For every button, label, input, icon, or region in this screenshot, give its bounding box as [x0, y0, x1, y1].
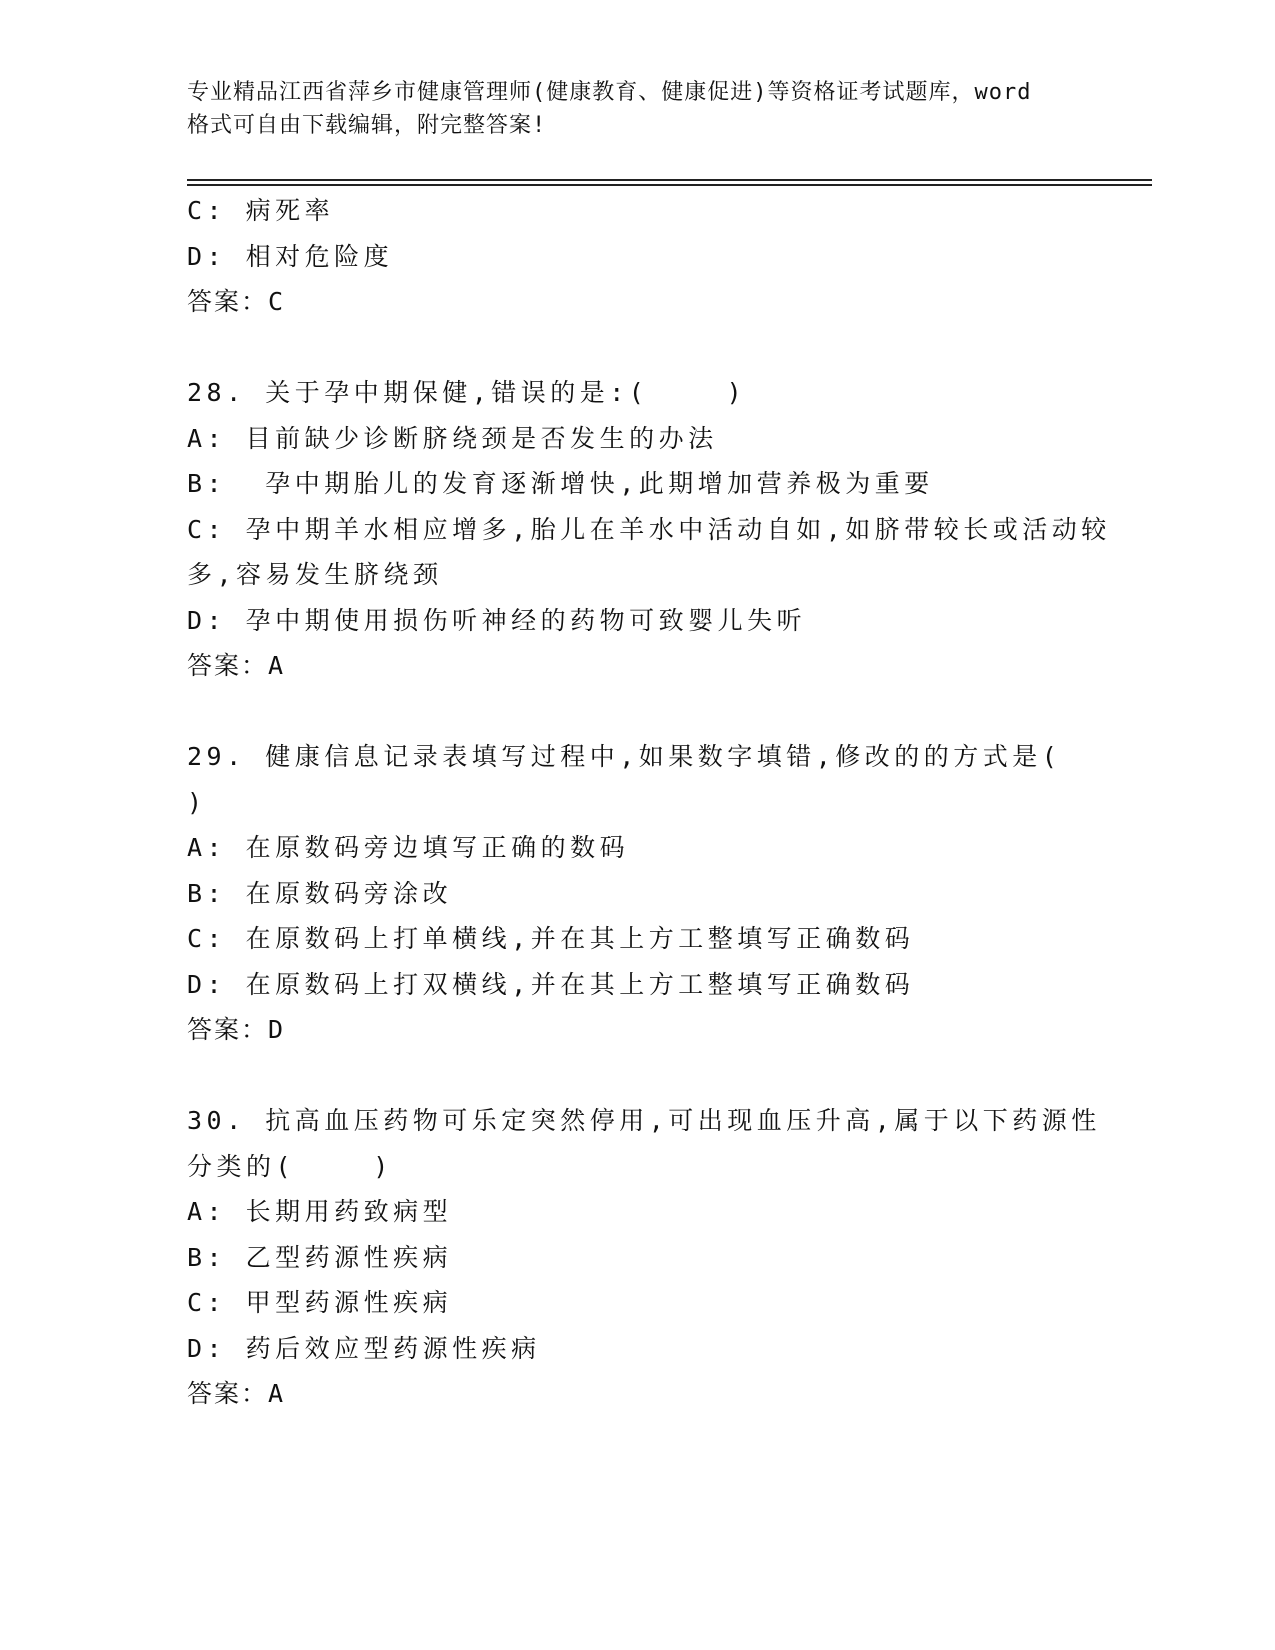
option-c-continued: 多,容易发生脐绕颈	[187, 560, 443, 589]
option-a: A: 长期用药致病型	[187, 1197, 453, 1226]
question-stem: 29. 健康信息记录表填写过程中,如果数字填错,修改的的方式是(	[187, 742, 1062, 771]
option-c: C: 病死率	[187, 196, 335, 225]
question-29	[187, 734, 1087, 1053]
question-28	[187, 370, 1111, 689]
question-stem-continued: )	[187, 787, 207, 817]
spacer	[187, 689, 1087, 735]
option-b: B: 在原数码旁涂改	[187, 878, 453, 908]
question-30	[187, 1098, 1101, 1417]
answer-line: 答案：A	[187, 651, 286, 680]
answer-line: 答案：D	[187, 1015, 286, 1044]
option-c: C: 孕中期羊水相应增多,胎儿在羊水中活动自如,如脐带较长或活动较	[187, 514, 1111, 544]
question-stem: 28. 关于孕中期保健,错误的是:( )	[187, 378, 747, 407]
option-b: B: 乙型药源性疾病	[187, 1242, 453, 1272]
prev-question	[187, 188, 1087, 325]
option-a: A: 在原数码旁边填写正确的数码	[187, 833, 630, 862]
option-d: D: 孕中期使用损伤听神经的药物可致婴儿失听	[187, 605, 807, 635]
option-c: C: 在原数码上打单横线,并在其上方工整填写正确数码	[187, 924, 915, 953]
header-rule-top	[187, 179, 1152, 181]
question-stem-continued: 分类的( )	[187, 1151, 393, 1181]
spacer	[187, 325, 1087, 371]
header-line-2: 格式可自由下载编辑，附完整答案!	[187, 113, 547, 138]
spacer	[187, 1053, 1087, 1099]
question-stem: 30. 抗高血压药物可乐定突然停用,可出现血压升高,属于以下药源性	[187, 1106, 1101, 1135]
question-list	[187, 188, 1111, 1417]
header-rule-bottom	[187, 184, 1152, 186]
answer-line: 答案：A	[187, 1379, 286, 1408]
option-b: B: 孕中期胎儿的发育逐渐增快,此期增加营养极为重要	[187, 469, 934, 498]
answer-line: 答案：C	[187, 287, 286, 316]
option-c: C: 甲型药源性疾病	[187, 1288, 453, 1317]
option-d: D: 在原数码上打双横线,并在其上方工整填写正确数码	[187, 969, 915, 999]
option-d: D: 药后效应型药源性疾病	[187, 1333, 541, 1363]
header-line-1: 专业精品江西省萍乡市健康管理师(健康教育、健康促进)等资格证考试题库，word	[187, 80, 1032, 105]
option-d: D: 相对危险度	[187, 241, 394, 271]
page-header	[187, 76, 1087, 142]
option-a: A: 目前缺少诊断脐绕颈是否发生的办法	[187, 423, 718, 453]
